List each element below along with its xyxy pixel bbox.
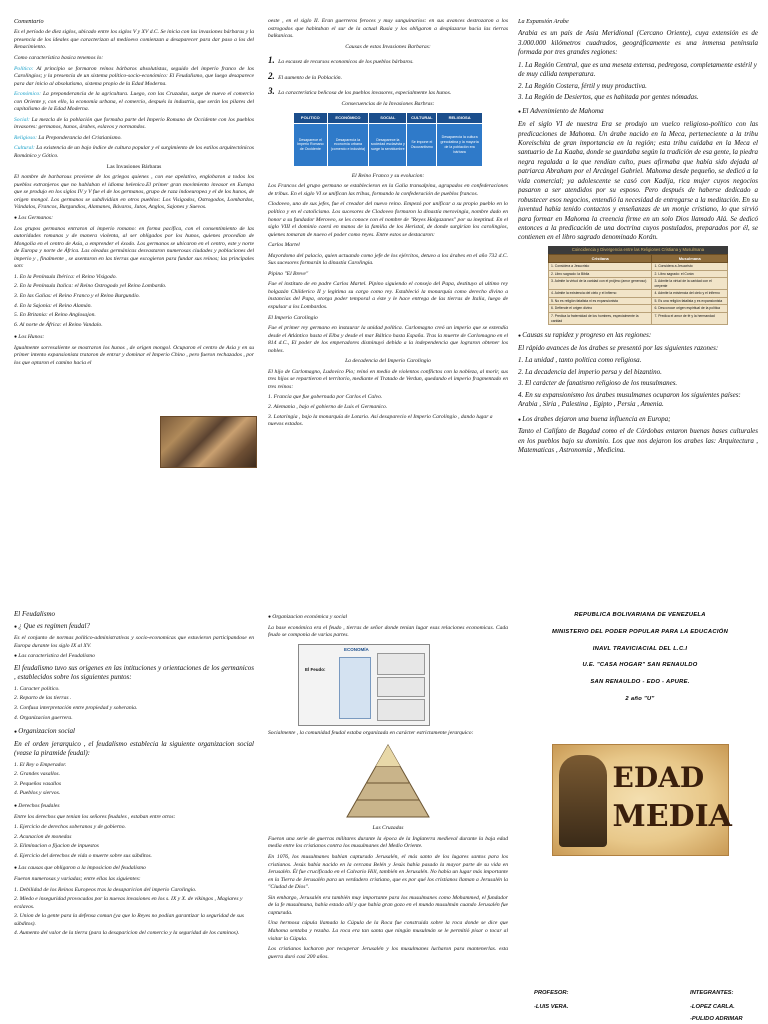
cause-text: La característica belicosa de los pueblos invasores, especialmente las hunos. (276, 90, 452, 97)
table-row (549, 270, 728, 278)
char-cultural (14, 145, 254, 160)
razones-list (518, 356, 758, 409)
table-header: RELIGIOSA (437, 113, 483, 123)
causas-feudal-heading: ● Las causas que obligaron a la imposicion del feudalismo (14, 865, 254, 873)
regions-list (518, 61, 758, 103)
list-item: 2. Acunacion de monedas (14, 833, 72, 840)
table-cell: Se impone el Oscurantismo (407, 123, 437, 166)
char-val: La preponderancia de la agricultura. Luego, con las Cruzadas, surge de nuevo el comercio con Oriente y, con ello, la economía urbana, el comercio, después la industria, que serán los pilares del capitalismo de la Edad Moderna. (14, 91, 254, 113)
jerarquia-list (14, 762, 254, 798)
list-item: 1. En la Península Ibérica: el Reino Visigodo. (14, 273, 117, 280)
table-header: CULTURAL (407, 113, 437, 123)
diagram-box (377, 699, 425, 721)
char-lead: Como característica basica tenemos lo: (14, 55, 104, 61)
table-header: ECONÓMICO (327, 113, 369, 123)
clodoveo-paragraph: Clodoveo, uno de sus jefes, fue el creador del nuevo reino. Empezó por unificar a su propio pueblo en lo político y en el catolicismo. Los sucesores de Clodoveo formaron la dinastía merovingia, nombre dado en honor a su fundador Meroveo, se les conoce con el nombre de "Reyes Holgazanes" por su ineptitud. En el siglo VIII el dominio caerá en manos de la familia de los Heristal, de donde surgirían los carolingios, quienes tomaran de nuevo el poder como reyes. Entre estos se destacaron: (268, 201, 508, 238)
pipino-heading: Pipino "El Breve" (268, 270, 309, 277)
list-item: 2. Alemania , bajo el gobierno de Luis el Germanico. (268, 403, 388, 410)
list-item: 3. En las Galias: el Reino Franco y el Reino Burgundio. (14, 292, 140, 299)
cruzadas-title: Las Cruzadas (372, 825, 404, 832)
table-cell: 5. No es religión fatalista ni es expansionista (549, 297, 652, 305)
cover-line: INAVL TRAVICIACIAL DEL L.C.I (592, 645, 688, 652)
causas-feudal-paragraph: Fueron numerosas y variadas; entre ellas las siguientes: (14, 876, 141, 883)
hunos-paragraph: Igualmente sorresaliente se mostraron los hunos , de origen mongol. Ocuparon el centro de Asia y en su primer intento expansionista trataron de entrar y dominar el Imperio Chino , pero fueron rechazados , por los que optaron el camino hacia el (14, 344, 254, 366)
cruzadas-p3: Sin embargo, Jerusalén era también muy importante para los musulmanes como Mohammed, el fundador de la fe musulmana, había estado allí y que había gran gozo en el mundo musulmán cuando Jerusalén fue capturada. (268, 894, 508, 916)
franco-paragraph: Los Francos del grupo germano se establecieron en la Galia transalpina, agrupados en confederaciones de tribus. En el siglo VI se unifican las tribus, formando la confederación de pueblos francos. (268, 183, 508, 197)
germanos-heading: ● Los Germanos: (14, 215, 254, 223)
table-cell: Desaparecía la cultura grecolatina y la mayoría de la población era bárbara (437, 123, 483, 166)
decadencia-title: La decadencia del Imperio Carolingio (345, 358, 431, 365)
list-item: 3. La Región de Desiertos, que es habitada por gentes nómadas. (518, 92, 699, 101)
list-item: 1. La unidad , tanto politica como religiosa. (518, 356, 642, 365)
martel-paragraph: Mayordomo del palacio, quien actuando como jefe de los ejércitos, detuvo a los árabes en el año 732 d.C. Sus sucesores formarán la dinastía Carolingia. (268, 252, 508, 267)
que-es-paragraph: Es el conjunto de normas político-administrativas y socio-economicas que estuvieron participandose en Europa durante los siglo IX al XV. (14, 635, 254, 649)
caracteristicas-paragraph: El feudalismo tuvo sus origenes en las intituciones y orientaciones de los germanicos , establecidos sobre los siguientes puntos: (14, 664, 254, 682)
char-val: La mezcla de la población que formaba parte del Imperio Romano de Occidente con los pueblos invasores: germanos, hunos, árabes, eslavos y normandos. (14, 116, 254, 131)
feudo-diagram (298, 644, 430, 726)
column-portada (520, 612, 760, 1020)
cause-number: 2. (268, 70, 275, 81)
table-row (549, 305, 728, 313)
martel-heading: Carlos Martel (268, 242, 300, 249)
column-expansion-arabe (518, 18, 758, 558)
table-cell: 3. Admite la virtud de la caridad con el creyente (652, 278, 728, 290)
integrante-name: -LOPEZ CARLA. (690, 1004, 735, 1010)
char-key: Político: (14, 65, 34, 72)
cover-word-media: MEDIA (612, 798, 732, 834)
derechos-list (14, 824, 254, 860)
hunos-heading: ● Los Hunos: (14, 334, 254, 342)
diagram-box (339, 657, 371, 719)
list-item: 2. Reparto de las tierras . (14, 695, 72, 702)
table-cell: 7. Predica la fraternidad de los hombres, especialmente la caridad (549, 313, 652, 325)
consequences-title: Consecuencias de la Invasiones Barbras: (341, 100, 435, 107)
table-row (549, 278, 728, 290)
table-row (549, 313, 728, 325)
cruzadas-p5: Los cristianos lucharon por recuperar Jerusalén y los musulmanes lucharon para mantenerlas. esta guerra duró casi 200 años. (268, 946, 508, 960)
diagram-label: El Feudo: (305, 666, 326, 672)
list-item: 1. Ejercicio de derechos soberanos y de gobierno. (14, 824, 126, 831)
table-cell: 6. Desconoce origen espiritual de la política (652, 305, 728, 313)
cause-text: La escasez de recursos economicos de los pueblos bárbaros. (276, 59, 414, 66)
list-item: 2. En la Península Italica: el Reino Ostrogodo yel Reino Lombardo. (14, 283, 167, 290)
list-item: 4. Ejercicio del derechos de vida o muerte sobre sus súbditos. (14, 852, 152, 859)
causes-title: Causas de estas Invasiones Barbaras: (345, 43, 431, 50)
table-row (549, 262, 728, 270)
diagram-box (377, 677, 425, 697)
germanos-paragraph: Los grupos germanos entraron al imperio romano: en forma pacífica, con el consentimiento de las autoridades romanas y de manera violenta, al ser obligados por los hunos, quienes procedían de Mongolia en el centro de Asia, a emprender el éxodo. Los germanos se ubicaron en el centro, este y norte de Europa y norte de África. Las oleadas germánicas desvastaron numerosas ciudades y poblaciones del imperio y , finalmente , se asentaron en las tierras que escogieron para fundar sus reinos; las principales son: (14, 225, 254, 270)
char-key: Religioso: (14, 134, 37, 141)
table-cell: 3. Admite la virtud de la caridad con el prójimo (amor generoso) (549, 278, 652, 290)
cover-line: 2 año "U" (625, 696, 655, 703)
table-cell: 6. Defiende el origen divino (549, 305, 652, 313)
char-key: Económico: (14, 91, 42, 98)
char-politico (14, 66, 254, 89)
cruzadas-p2: En 1076, los musulmanes habian capturado Jerusalén, el más santo de los lugares santos para los cristianos. Jesús había nacido en la cercana Belén y Jesús había pasado la mayor parte de su vida en Jerusalén. Él fue crucificado en el Calvario Hill, también en Jerusalén. No había un lugar más importante en la Tierra de Jerusalén para un verdadero cristiano, que es por qué los cristianos llaman a Jerusalén la "Ciudad de Dios". (268, 854, 508, 891)
imperio-heading: El Imperio Carolingio (268, 314, 318, 321)
feudalismo-title: El Feudalismo (14, 610, 56, 618)
table-cell: 1. Considera a Jesucristo (549, 262, 652, 270)
comentario-title: Comentario (14, 18, 44, 25)
column-feudalismo (14, 610, 254, 1020)
pyramid-icon (343, 741, 433, 821)
table-cell: 2. Libro sagrado: la Biblia (549, 270, 652, 278)
integrantes-label: INTEGRANTES: (690, 990, 734, 996)
list-item: 5. En Britania: el Reino Anglosajon. (14, 312, 96, 319)
list-item: 6. Al norte de África: el Reino Vandalo. (14, 321, 103, 328)
list-item: 2. Grandes vasallos. (14, 771, 60, 778)
list-item: 3. Lotaringia , bajo la monarquía de Lotario. Así desaparecio el Imperio Carolingio , dando lugar a nuevos estados. (268, 413, 493, 428)
diagram-box (377, 653, 425, 675)
cause-2 (268, 70, 508, 83)
list-item: 1. Francia que fue gobernada por Carlos el Calvo. (268, 394, 383, 401)
hunos-continued: oeste , en el siglo II. Eran guerreros feroces y muy sanguinarios: en sus avances destrozaron a los ostrogodos que habitaban el sur de la actual Rusia y los obligaron a desplazarse hacia las tierras balkanicas. (268, 18, 508, 40)
cover-line: MINISTERIO DEL PODER POPULAR PARA LA EDUCACIÓN (551, 628, 729, 635)
table-cell: 4. Admite la existencia del cielo y el infierno (549, 290, 652, 298)
table-header: Musulmana (652, 254, 728, 262)
column-invasiones (268, 18, 508, 558)
que-es-heading: ● ¿ Que es regimen feudal? (14, 622, 254, 632)
table-cell: 5. Es una religión fatalista y es expansionista (652, 297, 728, 305)
cruzadas-p4: Una hermosa cúpula llamada la Cúpula de la Roca fue construida sobre la roca donde se dice que Mahoma sentaba y rezaba. La roca era tan santa que ningún musulmán se le permitió pisar o tocar al visitar la Cúpula. (268, 920, 508, 942)
comentario-intro: Es el período de diez siglos, ubicado entre los siglos V y XV d.C. Se inicia con las invasiones bárbaras y la presencia de los ideales que caracterizan al medioevo comienzan a desaparecer para dar paso a los del Renacimiento. (14, 29, 254, 51)
consequences-table (293, 112, 483, 166)
char-religioso (14, 135, 254, 143)
list-item: 3. Confusa interpretación entre propiedad y soberania. (14, 705, 138, 711)
causas-paragraph: El rápido avances de los árabes se presentó por las siguientes razones: (518, 344, 719, 353)
org-social-heading: ● Organizacion social (14, 727, 254, 737)
char-val: La existencia de un bajo índice de cultura popular y el surgimiento de los estilos arquitectónicos Románico y Gótico. (14, 145, 254, 160)
list-item: 1. Caracter político. (14, 685, 60, 692)
list-item: 4. Organizacion guerrera. (14, 714, 73, 721)
cover-line: U.E. "CASA HOGAR" SAN RENAULDO (582, 662, 698, 669)
profesor-name: -LUIS VERA. (534, 1004, 569, 1010)
table-cell: 4. Admite la existencia del cielo y el infierno (652, 290, 728, 298)
org-social-paragraph: En el orden jerarquico , el feudalismo establecia la siguiente organizacion social (vease la piramide feudal): (14, 739, 254, 758)
table-cell: 7. Predica el amor de fé y la hermandad (652, 313, 728, 325)
religions-table (548, 246, 728, 325)
table-cell: Desaparecía la economía urbana (comercio e industria) (327, 123, 369, 166)
list-item: 4. En su expansionismo los árabes musulmanes ocuparon los siguientes países: Arabia , Siria , Palestina , Egipto , Persia , Amenia. (518, 390, 741, 409)
list-item: 4. En la Sajonia: el Reino Alamán. (14, 302, 92, 309)
char-economico (14, 91, 254, 114)
cruzadas-p1: Fueron una serie de guerras militares durante la época de la Inglaterra medieval durante la baja edad media entre los cristianos contra los musulmanes del Medio Oriente. (268, 835, 508, 850)
caracteristicas-heading: ● Las caracteristica del Feudalismo (14, 653, 254, 661)
battle-painting-image (160, 416, 257, 468)
cause-3 (268, 85, 508, 98)
list-item: 1. Debilidad de los Reinos Europeos tras la desaparicion del imperio Carolingio. (14, 886, 197, 893)
decadencia-paragraph: El hijo de Carlomagno, Ludovico Pio; reinó en medio de violentos conflictos con la nobleza, al morir, sus tres hijos se repartieron el territorio, mediante el Tratado de Verdun, quedando el imperio fragmentado en tres reinos: (268, 368, 508, 390)
huella-paragraph: Tanto el Califato de Bagdad como el de Córdobas entaron buenas bases culturales en los pueblos bajo su dominio. Los que nos dejaron los arabes las: Arquitectura , Matematicas , Astronomía , Medicina. (518, 427, 758, 455)
cause-1 (268, 54, 508, 67)
reinos-list (268, 394, 508, 428)
list-item: 2. La Región Costera, fértil y muy productiva. (518, 81, 647, 90)
imperio-paragraph: Fue el primer rey germano en instaurar la unidad política. Carlomagno creó un imperio que se extendía desde el Atlántico hasta el Elba y desde el mar Báltico hasta España. Tras la muerte de Carlomagno en el 814 d.C., El poder de los emperadores disminuyó debido a la independencia que lograron obtener los nobles. (268, 325, 508, 354)
table-header: SOCIAL (369, 113, 407, 123)
list-item: 3. Pequeños vasallos (14, 780, 62, 787)
org-economica-paragraph: La base económica era el feudo , tierras de señor donde tenian lugar esas relaciones economicas. Cada feudo se componia de varias partes. (268, 624, 508, 639)
cause-text: El aumento de la Población. (276, 74, 342, 81)
cause-number: 1. (268, 55, 275, 66)
knight-figure-icon (559, 755, 607, 847)
list-item: 1. El Rey o Emperador. (14, 761, 67, 768)
cover-word-edad: EDAD (612, 760, 705, 794)
table-cell: Desaparece el Imperio Romano de Occidente (294, 123, 328, 166)
list-item: 4. Pueblos y siervos. (14, 790, 61, 797)
table-caption: Coincidencia y Divergencia entre las Religiones Cristiana y Musulmana (548, 246, 728, 254)
table-cell: 2. Libro sagrado: el Corán (652, 270, 728, 278)
arabe-title: La Expansión Arabe (518, 18, 569, 25)
derechos-paragraph: Entre los derechos que tenian los señores feudales , estaban entre otros: (14, 813, 176, 820)
cover-line: REPÚBLICA BOLIVARIANA DE VENEZUELA (574, 612, 706, 618)
table-row (549, 297, 728, 305)
causas-heading: ● Causas su rapidez y progreso en las regiones: (518, 331, 758, 341)
franco-title: El Reino Franco y su evolucion: (351, 172, 425, 179)
profesor-label: PROFESOR: (534, 990, 569, 996)
social-paragraph: Socialmente , la comunidad feudal estaba organizada en carácter estrictamente jerarquico: (268, 729, 474, 736)
list-item: 2. Miedo e inseguridad provocados por la nuevas invasiones en los s. IX y X. de vikingos , Magiares y ecslavos. (14, 896, 243, 910)
diagram-title: ECONOMÍA (344, 646, 369, 652)
column-organizacion (268, 614, 508, 1020)
char-key: Social: (14, 116, 30, 123)
edad-media-cover-image (552, 744, 732, 856)
char-key: Cultural: (14, 145, 35, 152)
table-header: Cristiana (549, 254, 652, 262)
invasiones-paragraph: El nombre de barbarous proviene de los griegos quienes , con ese apelativo, englobaron a todos los pueblos extranjeros que no hablaban el idioma helenico.El primer gran movimiento invasor en Europa que se produjo en los siglos IV y V fue el de los germanos, grupo de raza indoeuropea y el de los hunos, de origen mongol. Los germanos se subdividían en otros pueblos: Los Visigodos, Ostrogodos, Lombardos, Vándalos, Francos, Burgundios, Alamanes, Bávaros, Jutos, Anglos, Sajones y Suevos. (14, 174, 254, 211)
causas-feudal-list (14, 887, 254, 938)
cover-line: SAN RENAULDO - EDO - APURE. (590, 679, 690, 686)
list-item: 3. Eliminacion o fijacion de inpuestos (14, 843, 99, 850)
org-economica-heading: ● Organizacion económica y social (268, 614, 508, 622)
list-item: 3. El carácter de fanatismo religioso de los musulmanes. (518, 379, 678, 388)
char-val: La Preponderancia del Cristianismo. (37, 134, 122, 141)
list-item: 3. Union de la gente para la defensa comun (ya que lo Reyes no podian garantizar la seguridad de sus súbditos). (14, 913, 244, 927)
table-cell: Desaparece la sociedad esclavista y surge la servidumbre (369, 123, 407, 166)
char-social (14, 117, 254, 132)
mahoma-paragraph: En el siglo VI de nuestra Era se produjo un vuelco religioso-político con las predicaciones de Mahoma. Un árabe nacido en la Meca, perteneciente a la tribu Koreischita de gran importancia en la región; esta tribu cuidaba en la Meca el santuario de La Kaaba, donde se guardaba según la tradición de esa gente, la piedra negra regalada a la que rendían culto, pues afirmaba que había sido dejada al patriarca Abraham por el Arcángel Gabriel. Mahoma desde pequeño, se dedicó a la vida comercial; ya adolescente se casó con Kadija, rica mujer cuyos negocios pasaron a ser atendidos por su esposo. Pero después de haberse dedicado a robustecer esos negocios, entendió la necesidad de entregarse a la meditación. En su juventud había tenido contactos y enseñanzas de un monje cristiano, lo que sirvió para formar en Mahoma la creencia firme en un solo Dios llamado Alá. Se dedicó entonces a la predicación de una doctrina cuyos postulados, preparados por él, se contienen en el libro sagrado denominado Korán. (518, 120, 758, 242)
char-val: Al principio se formaron reinos bárbaros absolutistas, seguido del imperio franco de los Carolingios; y la presencia de un sistema político-socio-económico: El Feudalismo, que luego desaparece para dar inicio al absolutismo, sistema propio de la Edad Moderna. (14, 65, 254, 87)
mahoma-heading: ● El Advenimiento de Mahoma (518, 107, 758, 117)
puntos-list (14, 686, 254, 722)
invasiones-title: Las Invasiones Bárbaras (106, 163, 162, 170)
list-item: 1. La Región Central, que es una meseta extensa, pedregosa, completamente estéril y de muy cálida temperatura. (518, 60, 757, 79)
table-row (549, 290, 728, 298)
arabe-intro: Arabia es un país de Asia Meridional (Cercano Oriente), cuya extensión es de 3.000.000 kilómetros cuadrados, geográficamente es una inmensa península formada por tres grandes regiones: (518, 29, 758, 57)
table-cell: 1. Considera a Jesucristo (652, 262, 728, 270)
cause-number: 3. (268, 86, 275, 97)
pipino-paragraph: Fue el instituto de en padre Carlos Martel. Pipino siguiendo el consejo del Papa, destituyo al ultimo rey holgazán Childerico II y legitima su cargo como rey. Estableció la monarquía como derecho divino a instancias del Papa, otorga poder temporal a éste y le hace entrega de las tierras de Italia, luego de expulsar a los Lombardos. (268, 281, 508, 310)
derechos-heading: ● Derechos feudales (14, 803, 254, 811)
feudal-pyramid-image (343, 741, 433, 821)
list-item: 4. Aumento del valor de la tierra (para la desaparicion del comercio y la seguridad de los caminos). (14, 930, 240, 937)
list-item: 2. La decadencia del imperio persa y del bizantino. (518, 367, 662, 376)
huella-heading: ● Los árabes dejaron una buena influencia en Europa; (518, 415, 758, 425)
table-header: POLITICO (294, 113, 328, 123)
integrante-name: -PULIDO ADRIMAR (690, 1016, 743, 1022)
kingdom-list (14, 274, 254, 329)
